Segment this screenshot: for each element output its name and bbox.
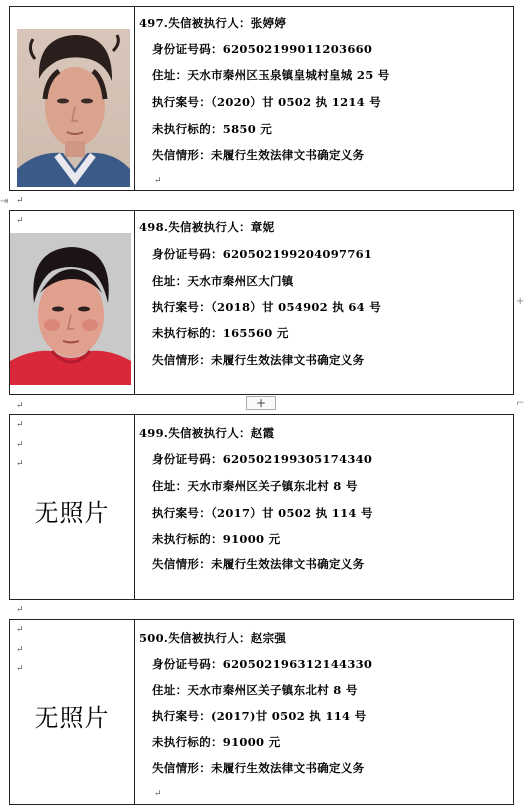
case-number-line: 执行案号：（2017）甘 0502 执 114 号 xyxy=(152,506,373,520)
situation-line: 失信情形：未履行生效法律文书确定义务 xyxy=(152,353,365,367)
situation-line: 失信情形：未履行生效法律文书确定义务 xyxy=(152,557,365,571)
amount-line: 未执行标的：165560 元 xyxy=(152,326,289,340)
paragraph-mark: ↵ xyxy=(16,196,24,206)
record-card-500 xyxy=(9,619,514,805)
paragraph-mark: ↵ xyxy=(16,420,24,430)
paragraph-mark: ↵ xyxy=(16,625,24,635)
address-line: 住址：天水市秦州区关子镇东北村 8 号 xyxy=(152,683,358,697)
amount-line: 未执行标的：5850 元 xyxy=(152,122,273,136)
record-name-line: 500.失信被执行人：赵宗强 xyxy=(139,631,287,645)
record-card-499 xyxy=(9,414,514,600)
photo-cell xyxy=(10,620,135,804)
situation-line: 失信情形：未履行生效法律文书确定义务 xyxy=(152,761,365,775)
id-number-line: 身份证号码：620502199011203660 xyxy=(152,42,373,56)
record-card-497 xyxy=(9,6,514,191)
case-number-line: 执行案号：（2018）甘 054902 执 64 号 xyxy=(152,300,382,314)
amount-line: 未执行标的：91000 元 xyxy=(152,532,281,546)
no-photo-label: 无照片 xyxy=(34,704,110,732)
address-line: 住址：天水市秦州区大门镇 xyxy=(152,274,294,288)
record-name-line: 497.失信被执行人：张婷婷 xyxy=(139,16,287,30)
amount-line: 未执行标的：91000 元 xyxy=(152,735,281,749)
portrait-photo xyxy=(17,29,130,187)
paragraph-mark: ↵ xyxy=(16,459,24,469)
id-number-line: 身份证号码：620502196312144330 xyxy=(152,657,373,671)
paragraph-mark: ↵ xyxy=(16,216,24,226)
paragraph-mark: ↵ xyxy=(154,789,162,799)
paragraph-mark: ↵ xyxy=(16,440,24,450)
id-number-line: 身份证号码：620502199204097761 xyxy=(152,247,373,261)
case-number-line: 执行案号：（2020）甘 0502 执 1214 号 xyxy=(152,95,382,109)
address-line: 住址：天水市秦州区玉泉镇皇城村皇城 25 号 xyxy=(152,68,390,82)
paragraph-mark: ↵ xyxy=(154,176,162,186)
id-number-line: 身份证号码：620502199305174340 xyxy=(152,452,373,466)
situation-line: 失信情形：未履行生效法律文书确定义务 xyxy=(152,148,365,162)
photo-cell xyxy=(10,415,135,599)
record-card-498 xyxy=(9,210,514,395)
paragraph-mark: ↵ xyxy=(16,605,24,615)
corner-mark-icon: ⌐ xyxy=(516,398,524,409)
photo-cell xyxy=(10,7,135,190)
portrait-photo xyxy=(10,233,131,385)
address-line: 住址：天水市秦州区关子镇东北村 8 号 xyxy=(152,479,358,493)
paragraph-mark: ↵ xyxy=(16,645,24,655)
paragraph-mark: ↵ xyxy=(16,664,24,674)
no-photo-label: 无照片 xyxy=(34,499,110,527)
photo-cell xyxy=(10,211,135,394)
add-column-icon[interactable]: + xyxy=(516,296,524,307)
move-handle-icon[interactable]: ⇥ xyxy=(0,196,9,207)
record-name-line: 499.失信被执行人：赵霞 xyxy=(139,426,275,440)
record-name-line: 498.失信被执行人：章妮 xyxy=(139,220,275,234)
add-row-button[interactable]: + xyxy=(246,396,276,410)
case-number-line: 执行案号：(2017)甘 0502 执 114 号 xyxy=(152,709,367,723)
paragraph-mark: ↵ xyxy=(16,401,24,411)
